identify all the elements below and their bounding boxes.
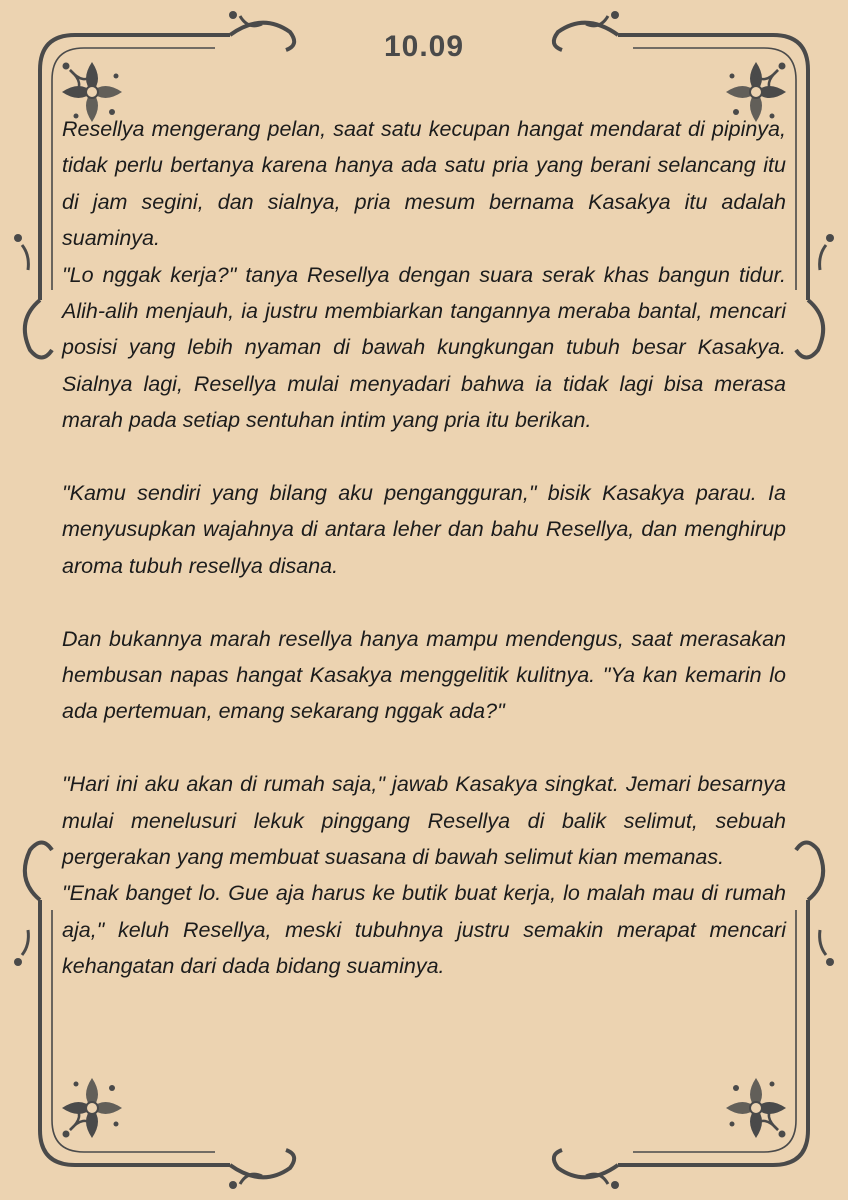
paragraph-6: "Enak banget lo. Gue aja harus ke butik buat kerja, lo malah mau di rumah aja," keluh Resellya, meski tubuhnya justru semakin merapat mencari kehangatan dari dada bidang suaminya. (62, 881, 786, 979)
story-body (62, 111, 786, 985)
paragraph-1: Resellya mengerang pelan, saat satu kecupan hangat mendarat di pipinya, tidak perlu bertanya karena hanya ada satu pria yang berani selancang itu di jam segini, dan sialnya, pria mesum bernama Kasakya itu adalah suaminya. (62, 117, 786, 251)
paragraph-5: "Hari ini aku akan di rumah saja," jawab Kasakya singkat. Jemari besarnya mulai menelusuri lekuk pinggang Resellya di balik selimut, sebuah pergerakan yang membuat suasana di bawah selimut kian memanas. (62, 772, 786, 870)
paragraph-4: Dan bukannya marah resellya hanya mampu mendengus, saat merasakan hembusan napas hangat Kasakya menggelitik kulitnya. "Ya kan kemarin lo ada pertemuan, emang sekarang nggak ada?" (62, 626, 786, 724)
page-title: 10.09 (383, 30, 465, 63)
paragraph-2: "Lo nggak kerja?" tanya Resellya dengan suara serak khas bangun tidur. Alih-alih menjauh, ia justru membiarkan tangannya meraba bantal, mencari posisi yang lebih nyaman di bawah kungkungan tubuh besar Kasakya. Sialnya lagi, Resellya mulai menyadari bahwa ia tidak lagi bisa merasa marah pada setiap sentuhan intim yang pria itu berikan. (62, 262, 786, 433)
paragraph-3: "Kamu sendiri yang bilang aku pengangguran," bisik Kasakya parau. Ia menyusupkan wajahnya di antara leher dan bahu Resellya, dan menghirup aroma tubuh resellya disana. (62, 481, 786, 578)
